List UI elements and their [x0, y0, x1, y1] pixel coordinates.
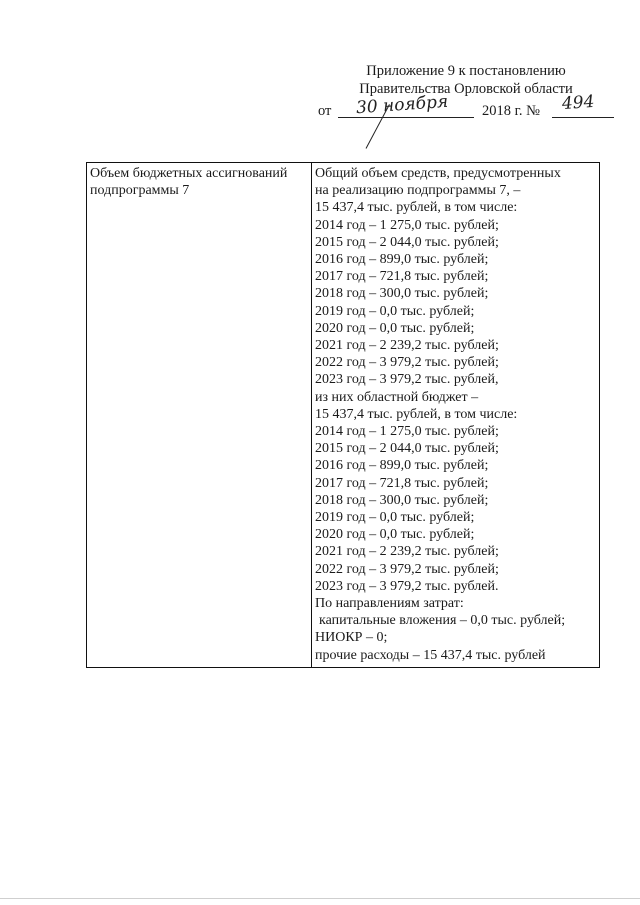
- cell-line: Общий объем средств, предусмотренных: [315, 166, 561, 181]
- cell-line: 2023 год – 3 979,2 тыс. рублей.: [315, 578, 499, 594]
- cell-line: капитальные вложения – 0,0 тыс. рублей;: [319, 613, 566, 629]
- cell-line: на реализацию подпрограммы 7, –: [315, 183, 521, 199]
- cell-line: из них областной бюджет –: [315, 389, 479, 405]
- cell-line: 2016 год – 899,0 тыс. рублей;: [315, 458, 489, 474]
- cell-line: 2017 год – 721,8 тыс. рублей;: [315, 475, 489, 491]
- appendix-header: [316, 62, 616, 122]
- cell-line: 2023 год – 3 979,2 тыс. рублей,: [315, 372, 499, 388]
- cell-line: 2017 год – 721,8 тыс. рублей;: [315, 269, 489, 285]
- handwritten-number: 494: [561, 91, 596, 115]
- appendix-authority: Правительства Орловской области: [359, 81, 573, 97]
- cell-line: 2019 год – 0,0 тыс. рублей;: [315, 303, 475, 319]
- handwritten-date: 30 ноября: [355, 91, 449, 119]
- budget-table: [86, 162, 600, 668]
- table-cell-label: [87, 163, 312, 668]
- decree-date-line: [316, 91, 616, 122]
- cell-line: 2018 год – 300,0 тыс. рублей;: [315, 492, 489, 508]
- cell-line: 2014 год – 1 275,0 тыс. рублей;: [315, 217, 499, 233]
- table-row: [87, 163, 600, 668]
- cell-line: прочие расходы – 15 437,4 тыс. рублей: [315, 647, 546, 663]
- date-prefix: от: [318, 103, 332, 119]
- cell-line: 2014 год – 1 275,0 тыс. рублей;: [315, 424, 499, 440]
- cell-line: 2015 год – 2 044,0 тыс. рублей;: [315, 441, 499, 457]
- cell-line: 2022 год – 3 979,2 тыс. рублей;: [315, 561, 499, 577]
- table-cell-value: [312, 163, 600, 668]
- cell-line: 2021 год – 2 239,2 тыс. рублей;: [315, 338, 499, 354]
- cell-line: подпрограммы 7: [90, 183, 190, 199]
- number-underline: [552, 117, 614, 118]
- cell-line: По направлениям затрат:: [315, 596, 464, 612]
- cell-line: 15 437,4 тыс. рублей, в том числе:: [315, 200, 518, 216]
- page-bottom-edge: [0, 898, 640, 899]
- cell-line: 2021 год – 2 239,2 тыс. рублей;: [315, 544, 499, 560]
- cell-line: 2020 год – 0,0 тыс. рублей;: [315, 320, 475, 336]
- cell-line: Объем бюджетных ассигнований: [90, 166, 288, 181]
- cell-line: 2015 год – 2 044,0 тыс. рублей;: [315, 234, 499, 250]
- cell-line: 15 437,4 тыс. рублей, в том числе:: [315, 406, 518, 422]
- cell-line: 2020 год – 0,0 тыс. рублей;: [315, 527, 475, 543]
- cell-line: НИОКР – 0;: [315, 630, 388, 646]
- appendix-title: Приложение 9 к постановлению: [366, 63, 566, 79]
- date-year: 2018 г. №: [482, 103, 541, 119]
- cell-line: 2018 год – 300,0 тыс. рублей;: [315, 286, 489, 302]
- cell-line: 2022 год – 3 979,2 тыс. рублей;: [315, 355, 499, 371]
- cell-line: 2019 год – 0,0 тыс. рублей;: [315, 510, 475, 526]
- cell-line: 2016 год – 899,0 тыс. рублей;: [315, 252, 489, 268]
